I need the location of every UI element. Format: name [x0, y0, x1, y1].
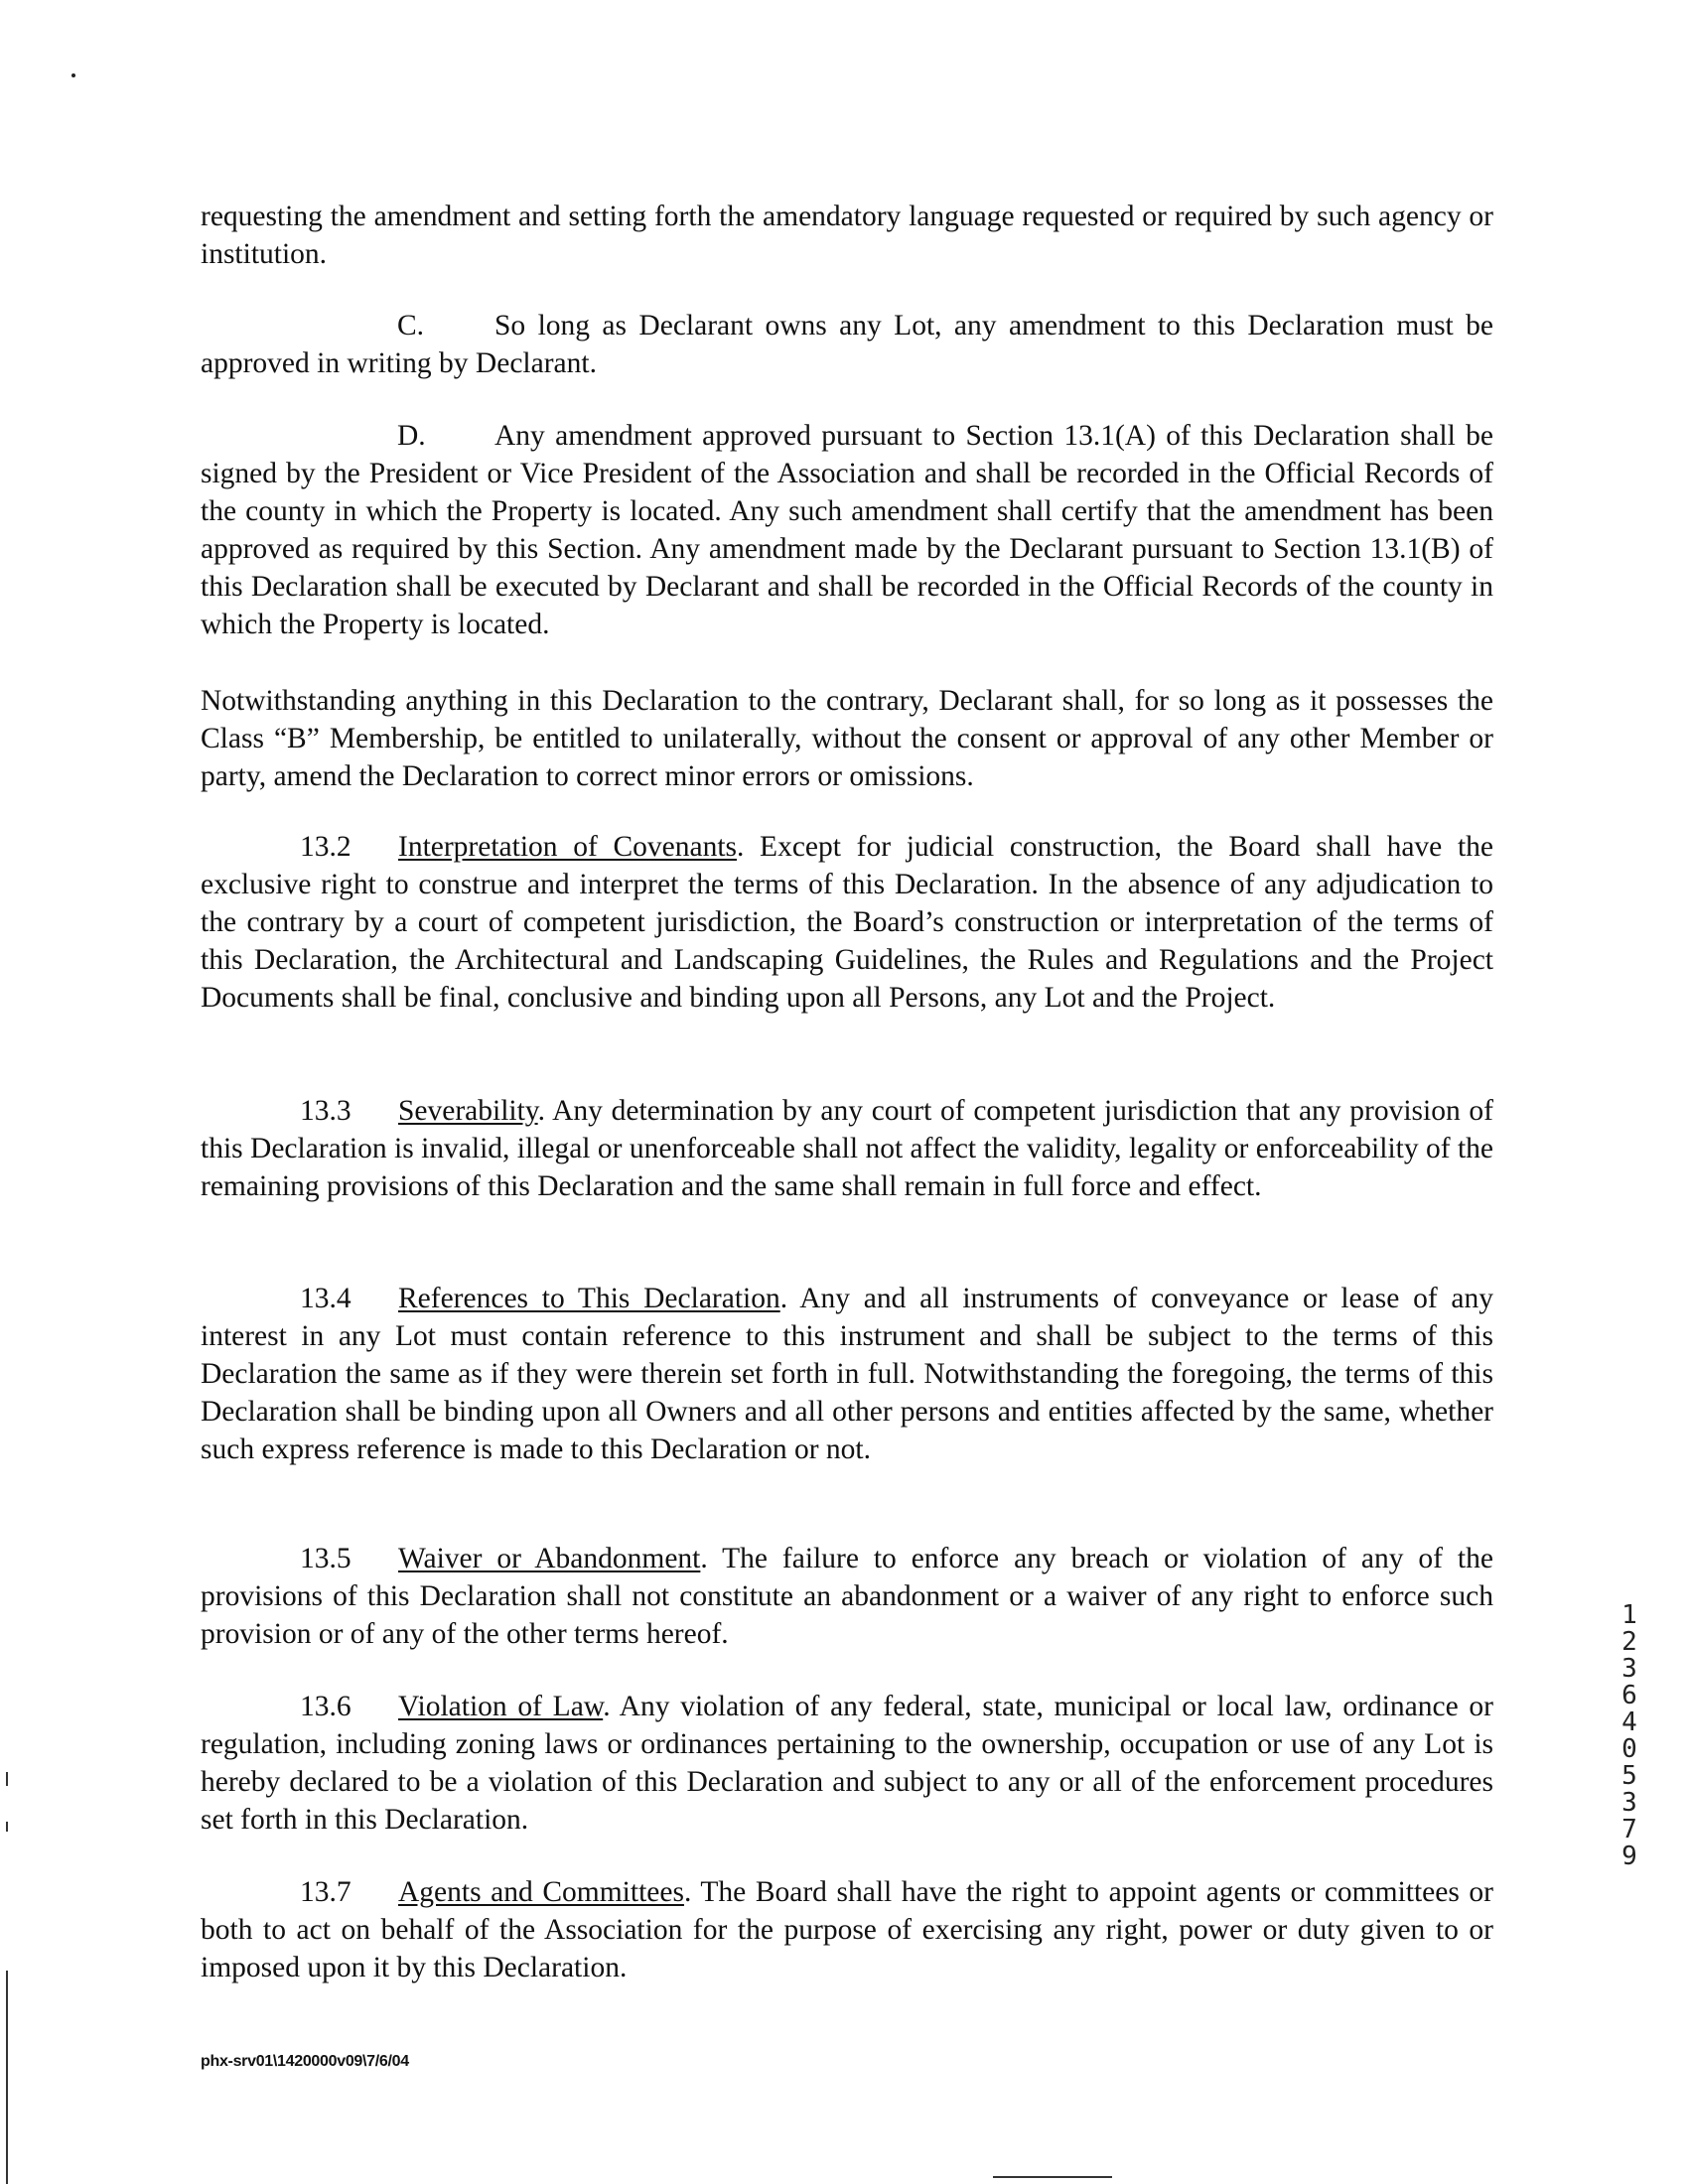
- scan-edge-mark: [993, 2176, 1112, 2178]
- recording-number-stamp: 1 2 3 6 4 0 5 3 7 9: [1621, 1600, 1637, 1871]
- footer-document-reference: phx-srv01\1420000v09\7/6/04: [201, 2053, 409, 2070]
- paragraph-d-text: Any amendment approved pursuant to Section 13.1(A) of this Declaration shall be signed by the President or Vice President of the Association and shall be recorded in the Official Records of the county in which the Property is located. Any such amendment shall certify that the amendment has been approved as required by this Section. Any amendment made by the Declarant pursuant to Section 13.1(B) of this Declaration shall be executed by Declarant and shall be recorded in the Official Records of the county in which the Property is located.: [201, 420, 1493, 640]
- section-text: The failure to enforce any breach or violation of any of the provisions of this Declaration shall not constitute an abandonment or a waiver of any right to enforce such provision or of any of the other terms hereof.: [201, 1543, 1493, 1650]
- margin-speck: [71, 73, 75, 77]
- paragraph-d: [201, 417, 1493, 643]
- section-number: 13.4: [300, 1283, 352, 1314]
- section-heading: Interpretation of Covenants: [398, 831, 737, 863]
- section-paragraph: 13.4 References to This Declaration. Any and all instruments of conveyance or lease of any interest in any Lot must contain reference to this instrument and shall be subject to the terms of this Declaration the same as if they were therein set forth in full. Notwithstanding the foregoing, the terms of this Declaration shall be binding upon all Owners and all other persons and entities affected by the same, whether such express reference is made to this Declaration or not.: [201, 1280, 1493, 1468]
- section-13-6: [201, 1688, 1493, 1839]
- section-heading: Violation of Law: [398, 1691, 604, 1722]
- section-number: 13.5: [300, 1543, 352, 1574]
- section-text: Except for judicial construction, the Board shall have the exclusive right to construe and interpret the terms of this Declaration. In the absence of any adjudication to the contrary by a court of competent jurisdiction, the Board’s construction or interpretation of the terms of this Declaration, the Architectural and Landscaping Guidelines, the Rules and Regulations and the Project Documents shall be final, conclusive and binding upon all Persons, any Lot and the Project.: [201, 831, 1493, 1014]
- notwithstanding-block: [201, 682, 1493, 795]
- section-heading: References to This Declaration: [398, 1283, 780, 1314]
- paragraph-d-block: [201, 417, 1493, 643]
- section-number: 13.3: [300, 1095, 352, 1127]
- paragraph-c-block: [201, 307, 1493, 382]
- section-text: Any determination by any court of competent jurisdiction that any provision of this Declaration is invalid, illegal or unenforceable shall not affect the validity, legality or enforceability of the remaining provisions of this Declaration and the same shall remain in full force and effect.: [201, 1095, 1493, 1202]
- section-heading: Waiver or Abandonment: [398, 1543, 701, 1574]
- section-13-7: [201, 1873, 1493, 1986]
- paragraph-c-text: So long as Declarant owns any Lot, any amendment to this Declaration must be approved in writing by Declarant.: [201, 310, 1493, 379]
- opening-paragraph: requesting the amendment and setting forth the amendatory language requested or required by such agency or institution.: [201, 201, 1493, 270]
- paragraph-c-label: C.: [397, 310, 425, 341]
- section-paragraph: 13.5 Waiver or Abandonment. The failure to enforce any breach or violation of any of the provisions of this Declaration shall not constitute an abandonment or a waiver of any right to enforce such provision or of any of the other terms hereof.: [201, 1540, 1493, 1653]
- section-13-3: [201, 1092, 1493, 1205]
- section-number: 13.6: [300, 1691, 352, 1722]
- scan-edge-mark: [6, 1971, 8, 2184]
- section-number: 13.2: [300, 831, 352, 863]
- paragraph-c: [201, 307, 1493, 382]
- section-13-4: [201, 1280, 1493, 1468]
- section-paragraph: 13.3 Severability. Any determination by any court of competent jurisdiction that any provision of this Declaration is invalid, illegal or unenforceable shall not affect the validity, legality or enforceability of the remaining provisions of this Declaration and the same shall remain in full force and effect.: [201, 1092, 1493, 1205]
- paragraph-d-label: D.: [397, 420, 426, 452]
- section-number: 13.7: [300, 1876, 352, 1908]
- notwithstanding-paragraph: Notwithstanding anything in this Declaration to the contrary, Declarant shall, for so long as it possesses the Class “B” Membership, be entitled to unilaterally, without the consent or approval of any other Member or party, amend the Declaration to correct minor errors or omissions.: [201, 685, 1493, 792]
- section-paragraph: 13.2 Interpretation of Covenants. Except for judicial construction, the Board shall have the exclusive right to construe and interpret the terms of this Declaration. In the absence of any adjudication to the contrary by a court of competent jurisdiction, the Board’s construction or interpretation of the terms of this Declaration, the Architectural and Landscaping Guidelines, the Rules and Regulations and the Project Documents shall be final, conclusive and binding upon all Persons, any Lot and the Project.: [201, 828, 1493, 1017]
- opening-block: [201, 198, 1493, 273]
- section-paragraph: 13.7 Agents and Committees. The Board shall have the right to appoint agents or committees or both to act on behalf of the Association for the purpose of exercising any right, power or duty given to or imposed upon it by this Declaration.: [201, 1873, 1493, 1986]
- section-13-5: [201, 1540, 1493, 1653]
- section-heading: Agents and Committees: [398, 1876, 684, 1908]
- section-paragraph: 13.6 Violation of Law. Any violation of any federal, state, municipal or local law, ordinance or regulation, including zoning laws or ordinances pertaining to the ownership, occupation or use of any Lot is hereby declared to be a violation of this Declaration and subject to any or all of the enforcement procedures set forth in this Declaration.: [201, 1688, 1493, 1839]
- scan-edge-mark: [6, 1772, 8, 1786]
- section-text: The Board shall have the right to appoint agents or committees or both to act on behalf of the Association for the purpose of exercising any right, power or duty given to or imposed upon it by this Declaration.: [201, 1876, 1493, 1983]
- section-text: Any violation of any federal, state, municipal or local law, ordinance or regulation, including zoning laws or ordinances pertaining to the ownership, occupation or use of any Lot is hereby declared to be a violation of this Declaration and subject to any or all of the enforcement procedures set forth in this Declaration.: [201, 1691, 1493, 1836]
- section-text: Any and all instruments of conveyance or lease of any interest in any Lot must contain reference to this instrument and shall be subject to the terms of this Declaration the same as if they were therein set forth in full. Notwithstanding the foregoing, the terms of this Declaration shall be binding upon all Owners and all other persons and entities affected by the same, whether such express reference is made to this Declaration or not.: [201, 1283, 1493, 1465]
- section-13-2: [201, 828, 1493, 1017]
- section-heading: Severability: [398, 1095, 538, 1127]
- scan-edge-mark: [6, 1822, 8, 1832]
